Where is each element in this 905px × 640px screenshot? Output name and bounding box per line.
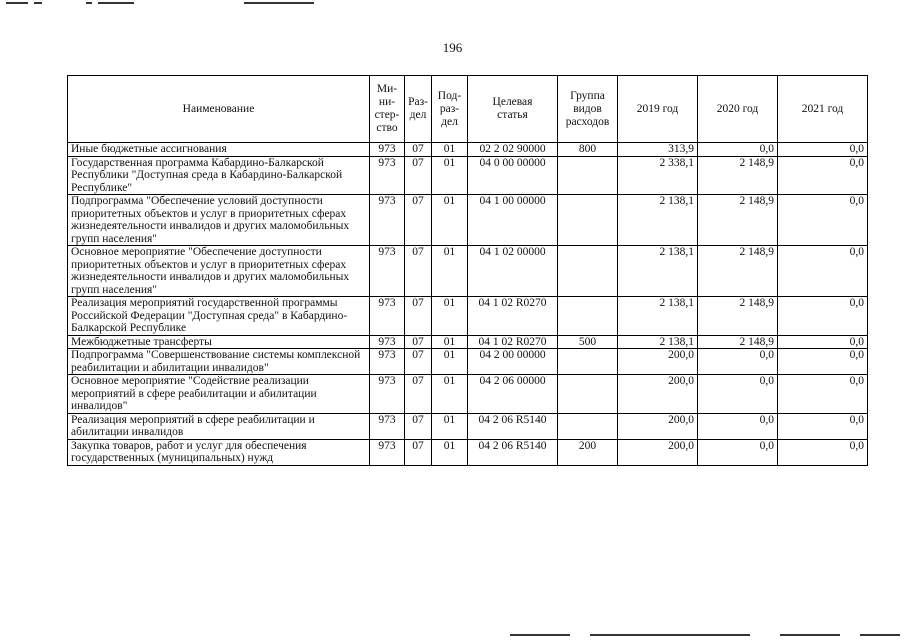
- header-ministry: Ми- ни- стер- ство: [370, 76, 405, 143]
- scan-edge-marks-bottom: [480, 632, 900, 638]
- cell-ministry: 973: [370, 143, 405, 157]
- table-row: [68, 195, 868, 246]
- cell-target: 02 2 02 90000: [468, 143, 558, 157]
- cell-name: Основное мероприятие "Содействие реализации мероприятий в сфере реабилитации и абилитации инвалидов": [68, 375, 370, 414]
- cell-ministry: 973: [370, 335, 405, 349]
- cell-group: 500: [558, 335, 618, 349]
- budget-table: [67, 75, 868, 466]
- cell-subsection: 01: [432, 413, 468, 439]
- cell-y2021: 0,0: [778, 335, 868, 349]
- cell-y2021: 0,0: [778, 246, 868, 297]
- cell-ministry: 973: [370, 375, 405, 414]
- cell-target: 04 2 00 00000: [468, 349, 558, 375]
- cell-target: 04 1 02 R0270: [468, 297, 558, 336]
- table-row: [68, 143, 868, 157]
- cell-name: Подпрограмма "Обеспечение условий доступности приоритетных объектов и услуг в приоритетных сферах жизнедеятельности инвалидов и других маломобильных групп населения": [68, 195, 370, 246]
- cell-target: 04 2 06 R5140: [468, 439, 558, 465]
- cell-y2021: 0,0: [778, 413, 868, 439]
- cell-ministry: 973: [370, 413, 405, 439]
- cell-group: [558, 413, 618, 439]
- cell-target: 04 2 06 00000: [468, 375, 558, 414]
- header-target: Целевая статья: [468, 76, 558, 143]
- cell-y2020: 2 148,9: [698, 335, 778, 349]
- cell-subsection: 01: [432, 195, 468, 246]
- cell-y2021: 0,0: [778, 195, 868, 246]
- table-header-row: [68, 76, 868, 143]
- cell-name: Государственная программа Кабардино-Балкарской Республики "Доступная среда в Кабардино-Балкарской Республике": [68, 156, 370, 195]
- cell-y2020: 2 148,9: [698, 297, 778, 336]
- cell-name: Реализация мероприятий государственной программы Российской Федерации "Доступная среда" в Кабардино-Балкарской Республике: [68, 297, 370, 336]
- table-row: [68, 349, 868, 375]
- header-section: Раз- дел: [405, 76, 432, 143]
- cell-y2019: 2 138,1: [618, 246, 698, 297]
- cell-group: [558, 349, 618, 375]
- cell-group: [558, 246, 618, 297]
- cell-section: 07: [405, 335, 432, 349]
- cell-y2019: 2 138,1: [618, 297, 698, 336]
- cell-ministry: 973: [370, 156, 405, 195]
- header-name: Наименование: [68, 76, 370, 143]
- cell-section: 07: [405, 246, 432, 297]
- page-number: 196: [442, 40, 463, 55]
- cell-y2019: 200,0: [618, 439, 698, 465]
- header-group: Группа видов расходов: [558, 76, 618, 143]
- table-body: [68, 143, 868, 466]
- cell-y2019: 2 338,1: [618, 156, 698, 195]
- cell-y2020: 0,0: [698, 375, 778, 414]
- cell-section: 07: [405, 195, 432, 246]
- cell-ministry: 973: [370, 246, 405, 297]
- cell-group: [558, 156, 618, 195]
- cell-ministry: 973: [370, 349, 405, 375]
- cell-subsection: 01: [432, 439, 468, 465]
- cell-y2019: 313,9: [618, 143, 698, 157]
- table-row: [68, 335, 868, 349]
- cell-subsection: 01: [432, 375, 468, 414]
- cell-section: 07: [405, 143, 432, 157]
- cell-name: Закупка товаров, работ и услуг для обеспечения государственных (муниципальных) нужд: [68, 439, 370, 465]
- cell-subsection: 01: [432, 297, 468, 336]
- cell-target: 04 1 02 00000: [468, 246, 558, 297]
- cell-y2020: 0,0: [698, 413, 778, 439]
- cell-ministry: 973: [370, 195, 405, 246]
- cell-y2021: 0,0: [778, 156, 868, 195]
- header-2021: 2021 год: [778, 76, 868, 143]
- cell-name: Межбюджетные трансферты: [68, 335, 370, 349]
- header-subsection: Под- раз- дел: [432, 76, 468, 143]
- cell-y2019: 200,0: [618, 375, 698, 414]
- cell-y2019: 200,0: [618, 349, 698, 375]
- cell-y2021: 0,0: [778, 375, 868, 414]
- cell-y2021: 0,0: [778, 297, 868, 336]
- cell-name: Реализация мероприятий в сфере реабилитации и абилитации инвалидов: [68, 413, 370, 439]
- cell-ministry: 973: [370, 439, 405, 465]
- table-row: [68, 297, 868, 336]
- cell-y2020: 2 148,9: [698, 246, 778, 297]
- cell-section: 07: [405, 375, 432, 414]
- cell-section: 07: [405, 439, 432, 465]
- table-row: [68, 156, 868, 195]
- cell-name: Подпрограмма "Совершенствование системы комплексной реабилитации и абилитации инвалидов": [68, 349, 370, 375]
- cell-subsection: 01: [432, 246, 468, 297]
- cell-name: Основное мероприятие "Обеспечение доступности приоритетных объектов и услуг в приоритетных сферах жизнедеятельности инвалидов и других маломобильных групп населения": [68, 246, 370, 297]
- cell-section: 07: [405, 297, 432, 336]
- cell-group: [558, 297, 618, 336]
- cell-section: 07: [405, 156, 432, 195]
- cell-section: 07: [405, 413, 432, 439]
- cell-y2021: 0,0: [778, 349, 868, 375]
- cell-subsection: 01: [432, 349, 468, 375]
- cell-y2021: 0,0: [778, 439, 868, 465]
- cell-y2019: 200,0: [618, 413, 698, 439]
- cell-section: 07: [405, 349, 432, 375]
- cell-target: 04 1 02 R0270: [468, 335, 558, 349]
- cell-target: 04 0 00 00000: [468, 156, 558, 195]
- table-row: [68, 375, 868, 414]
- header-2020: 2020 год: [698, 76, 778, 143]
- cell-y2020: 0,0: [698, 439, 778, 465]
- cell-group: [558, 195, 618, 246]
- cell-y2021: 0,0: [778, 143, 868, 157]
- cell-y2020: 2 148,9: [698, 195, 778, 246]
- cell-ministry: 973: [370, 297, 405, 336]
- cell-subsection: 01: [432, 335, 468, 349]
- cell-y2020: 2 148,9: [698, 156, 778, 195]
- table-row: [68, 439, 868, 465]
- cell-name: Иные бюджетные ассигнования: [68, 143, 370, 157]
- table-row: [68, 246, 868, 297]
- cell-y2019: 2 138,1: [618, 335, 698, 349]
- cell-group: 800: [558, 143, 618, 157]
- cell-target: 04 2 06 R5140: [468, 413, 558, 439]
- cell-y2020: 0,0: [698, 349, 778, 375]
- table-row: [68, 413, 868, 439]
- cell-y2020: 0,0: [698, 143, 778, 157]
- scan-edge-marks-top: [6, 0, 336, 6]
- cell-subsection: 01: [432, 143, 468, 157]
- cell-subsection: 01: [432, 156, 468, 195]
- cell-y2019: 2 138,1: [618, 195, 698, 246]
- cell-group: [558, 375, 618, 414]
- cell-target: 04 1 00 00000: [468, 195, 558, 246]
- header-2019: 2019 год: [618, 76, 698, 143]
- cell-group: 200: [558, 439, 618, 465]
